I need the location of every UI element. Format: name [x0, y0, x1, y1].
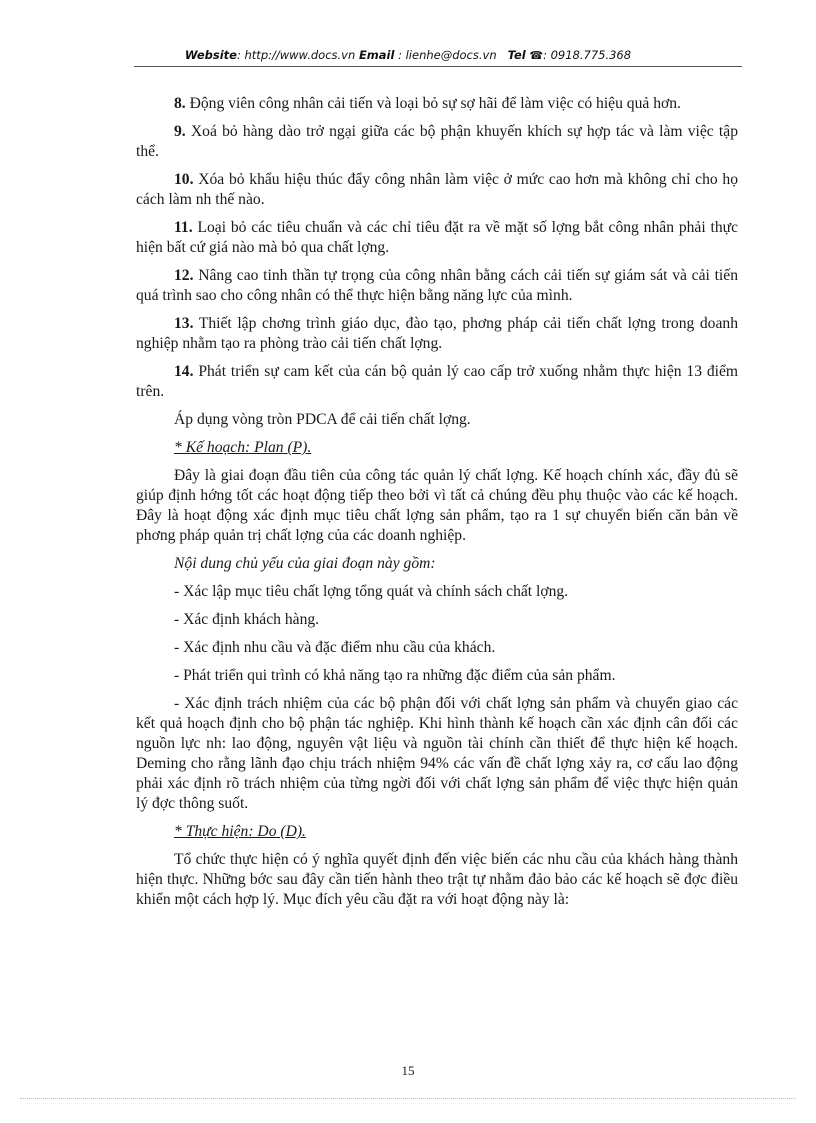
do-heading: * Thực hiện: Do (D). [174, 823, 306, 840]
point-text: Thiết lập chơng trình giáo dục, đào tạo, phơng pháp cải tiến chất lợng trong doanh nghiệp nhằm tạo ra phòng trào cải tiến chất lợng. [136, 315, 738, 352]
content-intro: Nội dung chủ yếu của giai đoạn này gồm: [174, 555, 436, 572]
point-number: 11. [174, 219, 193, 236]
tel-value: : 0918.775.368 [543, 48, 632, 62]
paragraph-9 [136, 122, 738, 162]
website-label: Website [184, 48, 237, 62]
point-text: Xoá bỏ hàng dào trở ngại giữa các bộ phận khuyến khích sự hợp tác và làm việc tập thể. [136, 123, 738, 160]
point-text: Loại bỏ các tiêu chuẩn và các chỉ tiêu đặt ra về mặt số lợng bắt công nhân phải thực hiện bất cứ giá nào mà bỏ qua chất lợng. [136, 219, 738, 256]
paragraph-13 [136, 314, 738, 354]
apply-pdca-paragraph: Áp dụng vòng tròn PDCA để cải tiến chất lợng. [174, 411, 471, 428]
list-item: - Xác định trách nhiệm của các bộ phận đối với chất lợng sản phẩm và chuyển giao các kết quả hoạch định cho bộ phận tác nghiệp. Khi hình thành kế hoạch cần xác định cân đối các nguồn lực nh: lao động, nguyên vật liệu và nguồn tài chính cần thiết để thực hiện kế hoạch. Deming cho rằng lãnh đạo chịu trách nhiệm 94% các vấn đề chất lợng xảy ra, cơ cấu lao động phải xác định rõ trách nhiệm của từng ngời đối với chất lợng sản phẩm để việc thực hiện quản lý đợc thông suốt. [136, 695, 738, 812]
paragraph-8 [136, 94, 738, 114]
point-text: Động viên công nhân cải tiến và loại bỏ sự sợ hãi để làm việc có hiệu quả hơn. [185, 95, 681, 112]
page-header [0, 48, 816, 62]
header-divider [134, 66, 742, 67]
point-text: Nâng cao tinh thần tự trọng của công nhân bằng cách cải tiến sự giám sát và cải tiến quá trình sao cho công nhân có thể thực hiện bằng năng lực của mình. [136, 267, 738, 304]
tel-label: Tel [507, 48, 526, 62]
point-number: 8. [174, 95, 186, 112]
list-item: - Xác định khách hàng. [174, 611, 320, 628]
plan-paragraph: Đây là giai đoạn đầu tiên của công tác quản lý chất lợng. Kế hoạch chính xác, đầy đủ sẽ giúp định hớng tốt các hoạt động tiếp theo bởi vì tất cả chúng đều phụ thuộc vào các kế hoạch. Đây là hoạt động xác định mục tiêu chất lợng sản phẩm, tạo ra 1 sự chuyển biến căn bản về phơng pháp quản trị chất lợng của các doanh nghiệp. [136, 467, 738, 544]
paragraph-10 [136, 170, 738, 210]
list-item: - Xác định nhu cầu và đặc điểm nhu cầu của khách. [174, 639, 496, 656]
point-number: 12. [174, 267, 194, 284]
do-paragraph: Tổ chức thực hiện có ý nghĩa quyết định đến việc biến các nhu cầu của khách hàng thành hiện thực. Những bớc sau đây cần tiến hành theo trật tự nhằm đảo bảo các kế hoạch sẽ đợc điều khiển một cách hợp lý. Mục đích yêu cầu đặt ra với hoạt động này là: [136, 851, 738, 908]
footer-divider [20, 1098, 796, 1099]
point-text: Xóa bỏ khẩu hiệu thúc đẩy công nhân làm việc ở mức cao hơn mà không chỉ cho họ cách làm nh thế nào. [136, 171, 738, 208]
point-number: 14. [174, 363, 194, 380]
paragraph-11 [136, 218, 738, 258]
page-number: 15 [401, 1063, 415, 1078]
email-value: : lienhe@docs.vn [394, 48, 497, 62]
email-label: Email [358, 48, 395, 62]
paragraph-14 [136, 362, 738, 402]
point-number: 10. [174, 171, 194, 188]
point-number: 9. [174, 123, 186, 140]
list-item: - Xác lập mục tiêu chất lợng tổng quát và chính sách chất lợng. [174, 583, 569, 600]
plan-heading: * Kế hoạch: Plan (P). [174, 439, 312, 456]
point-number: 13. [174, 315, 194, 332]
paragraph-12 [136, 266, 738, 306]
point-text: Phát triển sự cam kết của cán bộ quản lý cao cấp trở xuống nhằm thực hiện 13 điểm trên. [136, 363, 738, 400]
list-item: - Phát triển qui trình có khả năng tạo ra những đặc điểm của sản phẩm. [174, 667, 616, 684]
website-value: : http://www.docs.vn [236, 48, 356, 62]
document-body [136, 94, 738, 918]
telephone-icon: ☎ [529, 49, 544, 62]
